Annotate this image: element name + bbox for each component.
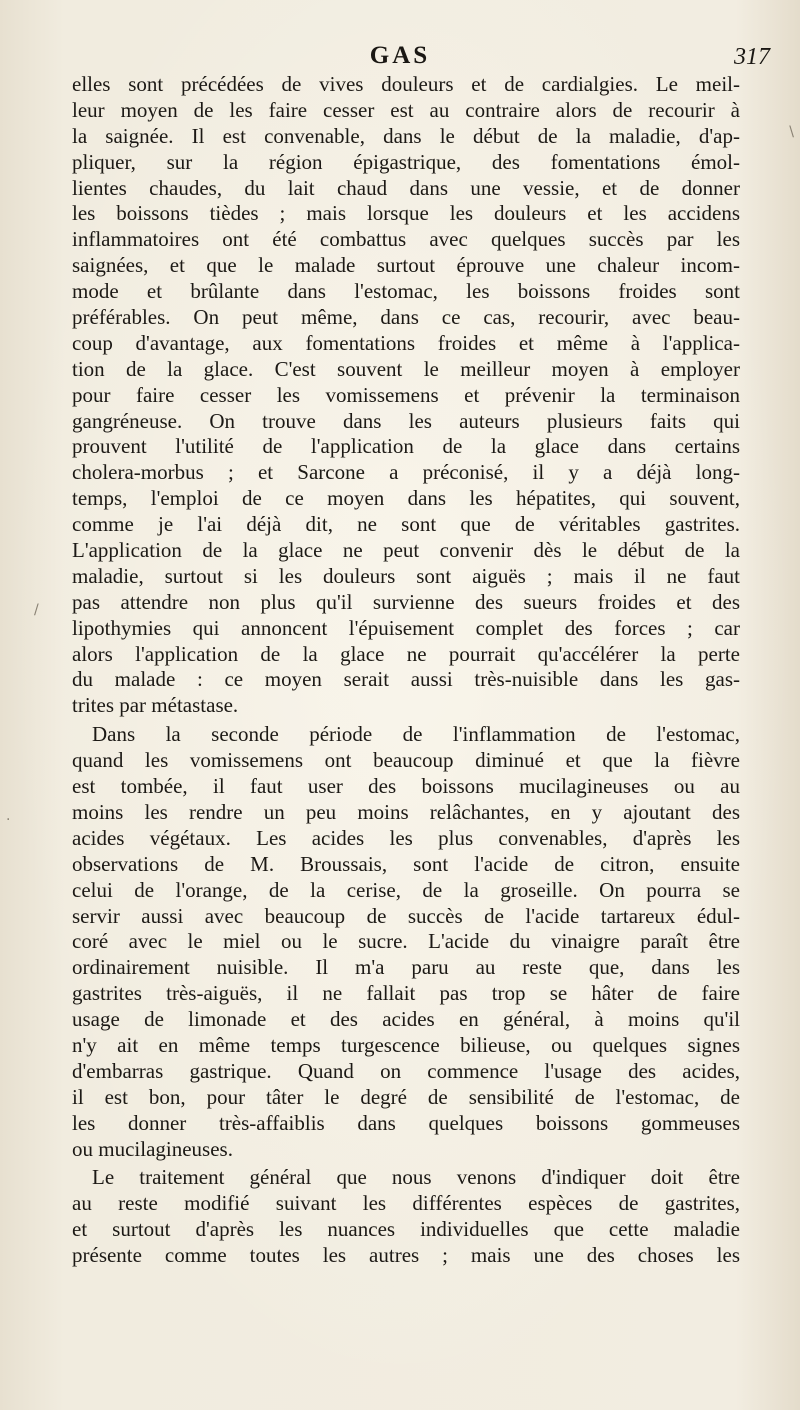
text-line: trites par métastase.	[72, 693, 239, 718]
text-line: cholera-morbus ; et Sarcone a préconisé, il y a déjà long-	[72, 460, 740, 485]
text-line: pliquer, sur la région épigastrique, des fomentations émol-	[72, 149, 740, 174]
text-line: ordinairement nuisible. Il m'a paru au reste que, dans les	[72, 955, 740, 980]
text-line: préférables. On peut même, dans ce cas, recourir, avec beau-	[72, 305, 740, 330]
paragraph-start-line: Le traitement général que nous venons d'indiquer doit être	[92, 1165, 740, 1190]
text-line: prouvent l'utilité de l'application de la glace dans certains	[72, 434, 740, 459]
text-line: les boissons tièdes ; mais lorsque les douleurs et les accidens	[72, 201, 740, 226]
margin-dot-mark: ·	[6, 812, 11, 828]
text-line: et surtout d'après les nuances individuelles que cette maladie	[72, 1217, 740, 1242]
text-line: au reste modifié suivant les différentes espèces de gastrites,	[72, 1191, 740, 1216]
text-line: saignées, et que le malade surtout éprouve une chaleur incom-	[72, 253, 740, 278]
text-line: lipothymies qui annoncent l'épuisement complet des forces ; car	[72, 615, 740, 640]
text-line: coré avec le miel ou le sucre. L'acide du vinaigre paraît être	[72, 929, 740, 954]
text-line: moins les rendre un peu moins relâchantes, en y ajoutant des	[72, 799, 740, 824]
text-line: présente comme toutes les autres ; mais une des choses les	[72, 1243, 740, 1268]
text-line: L'application de la glace ne peut convenir dès le début de la	[72, 538, 740, 563]
text-line: celui de l'orange, de la cerise, de la groseille. On pourra se	[72, 877, 740, 902]
text-line: maladie, surtout si les douleurs sont aiguës ; mais il ne faut	[72, 563, 740, 588]
text-line: leur moyen de les faire cesser est au contraire alors de recourir à	[72, 97, 740, 122]
text-line: comme je l'ai déjà dit, ne sont que de véritables gastrites.	[72, 512, 740, 537]
text-line: les donner très-affaiblis dans quelques boissons gommeuses	[72, 1110, 740, 1135]
text-line: alors l'application de la glace ne pourrait qu'accélérer la perte	[72, 641, 740, 666]
running-head-title: GAS	[369, 42, 431, 69]
text-line: acides végétaux. Les acides les plus convenables, d'après les	[72, 825, 740, 850]
text-line: la saignée. Il est convenable, dans le début de la maladie, d'ap-	[72, 123, 740, 148]
text-line: quand les vomissemens ont beaucoup diminué et que la fièvre	[72, 748, 740, 773]
text-line: gastrites très-aiguës, il ne fallait pas trop se hâter de faire	[72, 981, 740, 1006]
text-line: observations de M. Broussais, sont l'acide de citron, ensuite	[72, 851, 740, 876]
text-line: coup d'avantage, aux fomentations froides et même à l'applica-	[72, 330, 740, 355]
text-line: n'y ait en même temps turgescence bilieuse, ou quelques signes	[72, 1032, 740, 1057]
text-line: pas attendre non plus qu'il survienne des sueurs froides et des	[72, 589, 740, 614]
text-line: usage de limonade et des acides en général, à moins qu'il	[72, 1007, 740, 1032]
margin-tick-mark: /	[34, 602, 39, 618]
text-line: il est bon, pour tâter le degré de sensibilité de l'estomac, de	[72, 1084, 740, 1109]
text-line: du malade : ce moyen serait aussi très-nuisible dans les gas-	[72, 667, 740, 692]
text-line: gangréneuse. On trouve dans les auteurs plusieurs faits qui	[72, 408, 740, 433]
page-number: 317	[734, 44, 770, 70]
text-line: servir aussi avec beaucoup de succès de l'acide tartareux édul-	[72, 903, 740, 928]
text-line: mode et brûlante dans l'estomac, les boissons froides sont	[72, 279, 740, 304]
text-line: inflammatoires ont été combattus avec quelques succès par les	[72, 227, 740, 252]
paragraph-start-line: Dans la seconde période de l'inflammation de l'estomac,	[92, 722, 740, 747]
text-line: elles sont précédées de vives douleurs et de cardialgies. Le meil-	[72, 72, 740, 96]
margin-tick-mark: \	[789, 124, 794, 140]
text-line: d'embarras gastrique. Quand on commence l'usage des acides,	[72, 1058, 740, 1083]
text-line: est tombée, il faut user des boissons mucilagineuses ou au	[72, 774, 740, 799]
text-line: ou mucilagineuses.	[72, 1136, 233, 1161]
text-line: lientes chaudes, du lait chaud dans une vessie, et de donner	[72, 175, 740, 200]
text-line: pour faire cesser les vomissemens et prévenir la terminaison	[72, 382, 740, 407]
text-line: temps, l'emploi de ce moyen dans les hépatites, qui souvent,	[72, 486, 740, 511]
text-line: tion de la glace. C'est souvent le meilleur moyen à employer	[72, 356, 740, 381]
body-text	[72, 72, 740, 1269]
